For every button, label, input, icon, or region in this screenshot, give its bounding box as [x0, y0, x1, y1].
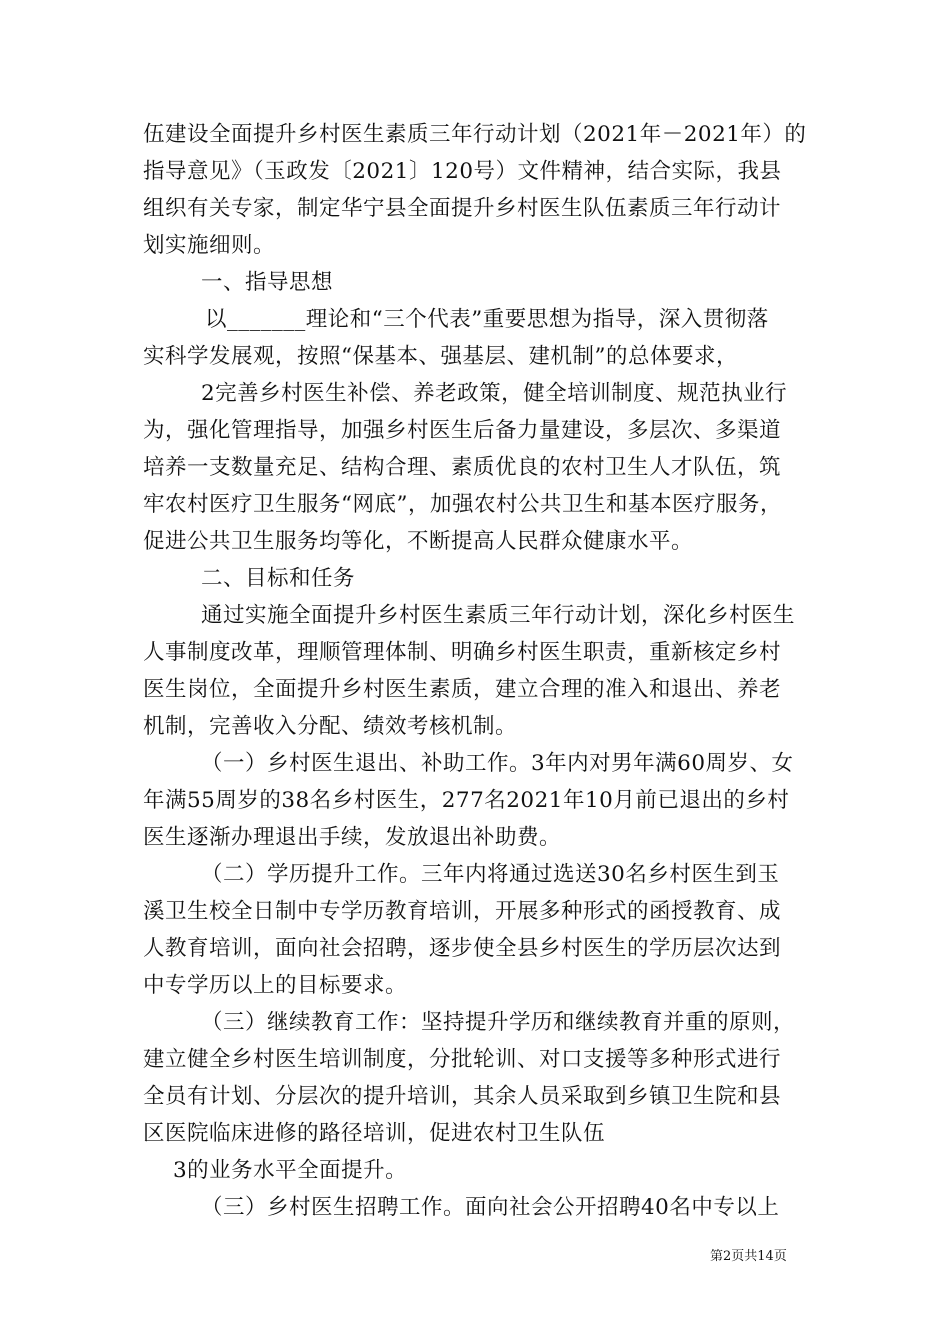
- text-line: 指导意见》（玉政发〔2021〕120号）文件精神，结合实际，我县: [143, 159, 782, 184]
- text-line: 二、目标和任务: [201, 566, 356, 591]
- text-line: 全员有计划、分层次的提升培训，其余人员采取到乡镇卫生院和县: [143, 1084, 782, 1109]
- text-line: 伍建设全面提升乡村医生素质三年行动计划（2021年－2021年）的: [143, 122, 807, 147]
- document-body: [143, 116, 823, 1226]
- text-line: 医生岗位，全面提升乡村医生素质，建立合理的准入和退出、养老: [143, 677, 782, 702]
- text-line: 机制，完善收入分配、绩效考核机制。: [143, 714, 518, 739]
- text-line: 溪卫生校全日制中专学历教育培训，开展多种形式的函授教育、成: [143, 899, 782, 924]
- text-line: 以_______理论和“三个代表”重要思想为指导，深入贯彻落: [205, 307, 769, 332]
- text-line: 人教育培训，面向社会招聘，逐步使全县乡村医生的学历层次达到: [143, 936, 782, 961]
- text-line: 为，强化管理指导，加强乡村医生后备力量建设，多层次、多渠道: [143, 418, 782, 443]
- text-line: （三）乡村医生招聘工作。面向社会公开招聘40名中专以上: [201, 1195, 780, 1220]
- text-line: 牢农村医疗卫生服务“网底”，加强农村公共卫生和基本医疗服务，: [143, 492, 782, 517]
- text-line: 组织有关专家，制定华宁县全面提升乡村医生队伍素质三年行动计: [143, 196, 782, 221]
- text-line: 中专学历以上的目标要求。: [143, 973, 408, 998]
- text-line: 通过实施全面提升乡村医生素质三年行动计划，深化乡村医生: [201, 603, 796, 628]
- text-line: （二）学历提升工作。三年内将通过选送30名乡村医生到玉: [201, 862, 780, 887]
- text-line: 一、指导思想: [201, 270, 334, 295]
- text-line: （三）继续教育工作：坚持提升学历和继续教育并重的原则，: [201, 1010, 796, 1035]
- text-line: 区医院临床进修的路径培训，促进农村卫生队伍: [143, 1121, 606, 1146]
- text-line: 划实施细则。: [143, 233, 276, 258]
- text-line: 年满55周岁的38名乡村医生，277名2021年10月前已退出的乡村: [143, 788, 790, 813]
- text-line: 3的业务水平全面提升。: [173, 1158, 408, 1183]
- text-line: 2完善乡村医生补偿、养老政策，健全培训制度、规范执业行: [201, 381, 788, 406]
- text-line: 人事制度改革，理顺管理体制、明确乡村医生职责，重新核定乡村: [143, 640, 782, 665]
- text-line: （一）乡村医生退出、补助工作。3年内对男年满60周岁、女: [201, 751, 794, 776]
- text-line: 培养一支数量充足、结构合理、素质优良的农村卫生人才队伍，筑: [143, 455, 782, 480]
- text-line: 医生逐渐办理退出手续，发放退出补助费。: [143, 825, 562, 850]
- page-number-footer: 第2页共14页: [710, 1249, 787, 1264]
- text-line: 促进公共卫生服务均等化，不断提高人民群众健康水平。: [143, 529, 694, 554]
- text-line: 建立健全乡村医生培训制度，分批轮训、对口支援等多种形式进行: [143, 1047, 782, 1072]
- text-line: 实科学发展观，按照“保基本、强基层、建机制”的总体要求，: [143, 344, 738, 369]
